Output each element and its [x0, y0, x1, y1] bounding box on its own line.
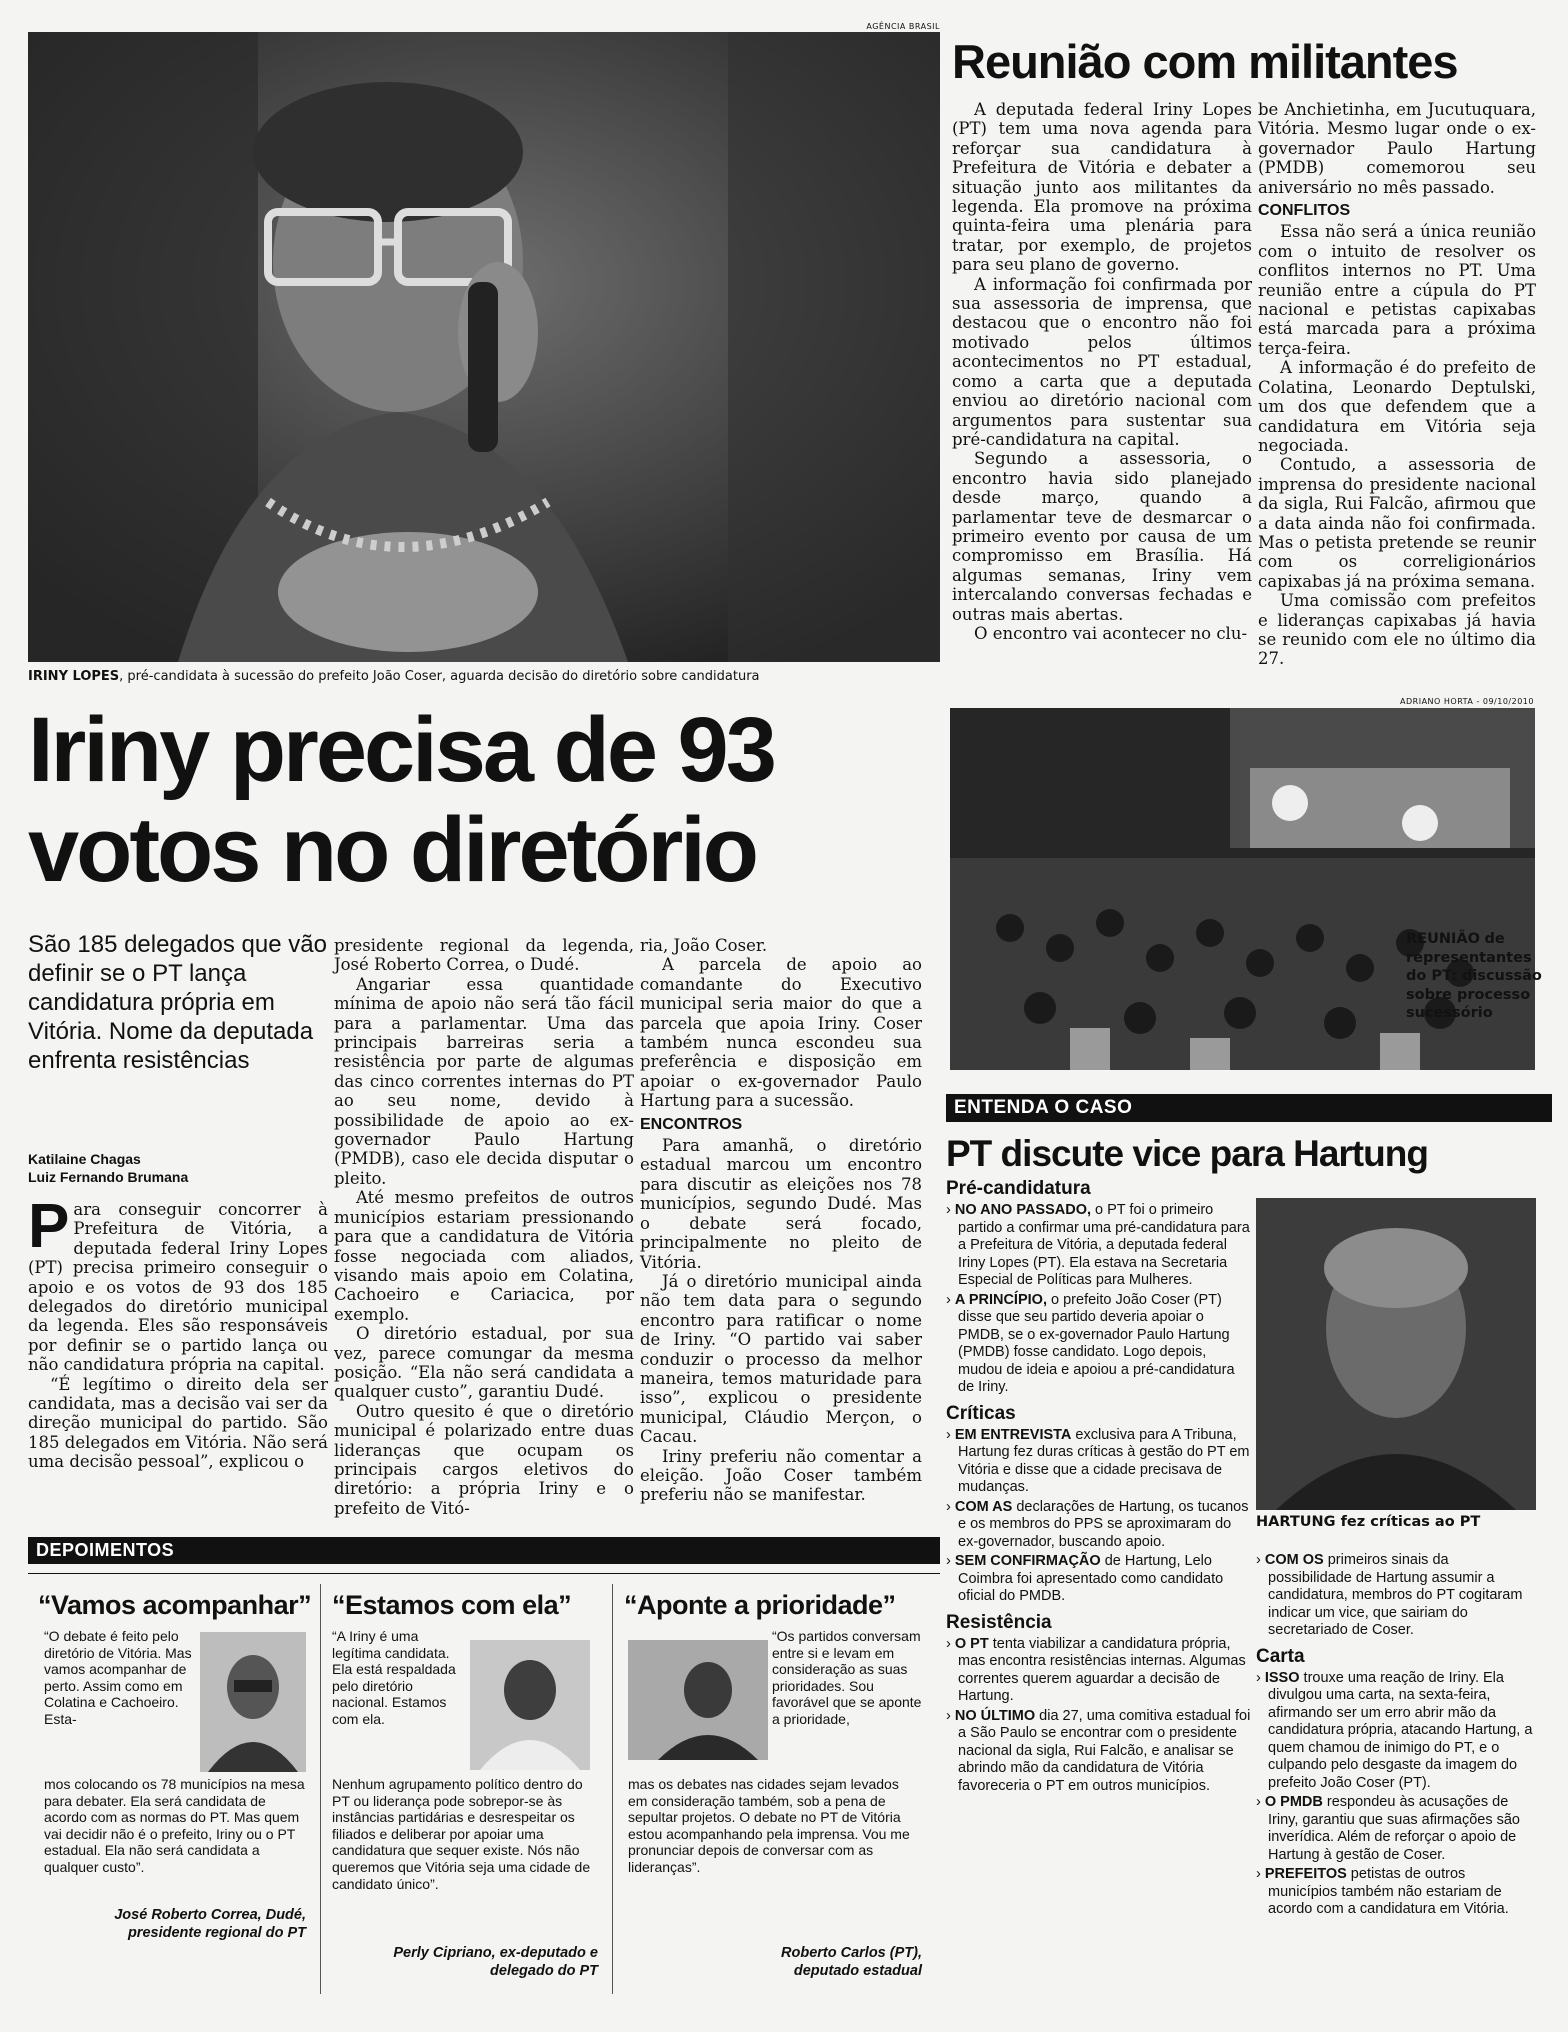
paragraph: Já o diretório municipal ainda não tem data para o segundo encontro para ratificar o nome de Iriny. “O partido vai saber conduzir o processo da melhor maneira, temos maturidade para isso”, explicou o presidente municipal, Cláudio Merçon, o Cacau. — [640, 1271, 922, 1447]
paragraph: A informação é do prefeito de Colatina, Leonardo Deptulski, um dos que defendem que a candidatura em Vitória seja negociada. — [1258, 358, 1536, 455]
photo-caption-meeting — [1406, 930, 1556, 1023]
bullet-lead: COM OS — [1264, 1552, 1324, 1568]
paragraph: Outro quesito é que o diretório municipal é polarizado entre duas lideranças que ocupam os principais cargos eletivos do diretório: a própria Iriny e o prefeito de Vitó- — [334, 1401, 634, 1518]
bullet-text: trouxe uma reação de Iriny. Ela divulgou uma carta, na sexta-feira, afirmando ser um erro abrir mão da candidatura própria, atacando Hartung, a quem chamou de inimigo do PT, e o culpando pelo desgaste da imagem do prefeito João Coser (PT). — [1268, 1669, 1533, 1791]
sidebar-col-1 — [952, 100, 1252, 643]
quote-text-3b: mas os debates nas cidades sejam levados em consideração também, sob a pena de sepultar projetos. O debate no PT de Vitória estou acompanhando pela imprensa. Vou me pronunciar depois de conversar com as lideranças”. — [628, 1776, 910, 1875]
bullet-text: de Hartung, Lelo Coimbra foi apresentado como candidato oficial do PMDB. — [958, 1553, 1224, 1604]
bullet-item: › A PRINCÍPIO, o prefeito João Coser (PT) disse que seu partido deveria apoiar o PMDB, se o ex-governador Paulo Hartung (PMDB) fosse candidato. Logo depois, mudou de ideia e apoiou a pré-candidatura de Iriny. — [946, 1291, 1235, 1395]
headline-line-2: votos no diretório — [28, 799, 756, 901]
bullet-item: › EM ENTREVISTA exclusiva para A Tribuna, Hartung fez duras críticas à gestão do PT em Vitória e disse que a cidade precisava de mudanças. — [946, 1426, 1250, 1495]
caption-lead: HARTUNG — [1256, 1514, 1336, 1530]
bullet-lead: A PRINCÍPIO, — [954, 1291, 1047, 1308]
paragraph: “É legítimo o direito dela ser candidata, mas a decisão vai ser da direção municipal do partido. São 185 delegados em Vitória. Não será uma decisão pessoal”, explicou o — [28, 1374, 328, 1472]
bullet-lead: COM AS — [954, 1498, 1013, 1515]
paragraph: Para amanhã, o diretório estadual marcou um encontro para discutir as eleições nos 78 municípios, segundo Dudé. Mas o debate será focado, principalmente no pleito de Vitória. — [640, 1136, 922, 1272]
entenda-right-column — [1256, 1552, 1536, 1921]
paragraph: Até mesmo prefeitos de outros municípios estariam pressionando para que a candidatura de Vitória fosse negociada com aliados, visando mais apoio em Colatina, Cachoeiro e Cariacica, por exemplo. — [334, 1188, 634, 1324]
quote-signature-2 — [332, 1944, 598, 1980]
sidebar-col-2 — [1258, 100, 1536, 669]
quote-title-2: “Estamos com ela” — [332, 1590, 572, 1620]
bullet-lead: NO ÚLTIMO — [954, 1707, 1036, 1724]
paragraph: ara conseguir concorrer à Prefeitura de Vitória, a deputada federal Iriny Lopes (PT) precisa primeiro conseguir o apoio e os votos de 93 dos 185 delegados do diretório municipal da legenda. Eles são responsáveis por definir se o partido lança ou não candidatura própria na capital. — [28, 1200, 328, 1375]
author-1: Katilaine Chagas — [28, 1151, 141, 1167]
deck: São 185 delegados que vão definir se o PT lança candidatura própria em Vitória. Nome da deputada enfrenta resistências — [28, 931, 327, 1074]
paragraph: Uma comissão com prefeitos e lideranças capixabas já havia se reunido com ele no último dia 27. — [1258, 591, 1536, 669]
bullet-text: o prefeito João Coser (PT) disse que seu partido deveria apoiar o PMDB, se o ex-governador Paulo Hartung (PMDB) fosse candidato. Logo depois, mudou de ideia e apoiou a pré-candidatura de Iriny. — [958, 1291, 1235, 1395]
bullet-item: › SEM CONFIRMAÇÃO de Hartung, Lelo Coimbra foi apresentado como candidato oficial do PMDB. — [946, 1553, 1224, 1604]
main-headline — [28, 700, 928, 900]
bullet-item: › COM AS declarações de Hartung, os tucanos e os membros do PPS se aproximaram do ex-governador, buscando apoio. — [946, 1498, 1249, 1550]
main-col-2 — [334, 936, 634, 1518]
quote-title-3: “Aponte a prioridade” — [624, 1590, 896, 1620]
bullet-lead: EM ENTREVISTA — [954, 1426, 1072, 1443]
quote-text-3a: “Os partidos conversam entre si e levam em consideração as suas prioridades. Sou favorável que se aponte a prioridade, — [772, 1628, 922, 1727]
sig-line: deputado estadual — [793, 1963, 922, 1979]
perly-portrait — [470, 1640, 590, 1770]
quote-title-1: “Vamos acompanhar” — [38, 1590, 312, 1620]
main-col-3 — [640, 936, 922, 1505]
entenda-left-column — [946, 1178, 1252, 1797]
caption-rest: fez críticas ao PT — [1335, 1514, 1481, 1530]
quote-signature-1 — [44, 1906, 306, 1942]
paragraph: A deputada federal Iriny Lopes (PT) tem uma nova agenda para reforçar sua candidatura à Prefeitura de Vitória e debater a situação junto aos militantes da legenda. Ela promove na próxima quinta-feira uma plenária para tratar, por exemplo, de projetos para seu plano de governo. — [952, 100, 1252, 275]
bullet-text: o PT foi o primeiro partido a confirmar uma pré-candidatura para a Prefeitura de Vitória, a deputada federal Iriny Lopes (PT). Ela estava na Secretaria Especial de Políticas para Mulheres. — [958, 1202, 1250, 1288]
paragraph: Angariar essa quantidade mínima de apoio não será tão fácil para a parlamentar. Uma das principais barreiras seria a resistência por parte de algumas das cinco correntes internas do PT ao seu nome, devido à possibilidade de apoio ao ex-governador Paulo Hartung (PMDB), caso ele decida disputar o pleito. — [334, 974, 634, 1188]
roberto-carlos-portrait — [628, 1640, 768, 1760]
dude-portrait — [200, 1632, 306, 1772]
bullet-text: tenta viabilizar a candidatura própria, mas encontra resistências internas. Algumas correntes querem aguardar a decisão de Hartung. — [958, 1635, 1246, 1704]
sig-line: presidente regional do PT — [127, 1925, 306, 1941]
hartung-portrait — [1256, 1198, 1536, 1510]
photo-credit-meeting: ADRIANO HORTA - 09/10/2010 — [1400, 697, 1534, 706]
quote-text-2b: Nenhum agrupamento político dentro do PT ou liderança pode sobrepor-se às instâncias partidárias e desrespeitar os filiados e deliberar por apoiar uma candidatura que sequer existe. Nós não queremos que Vitória seja uma cidade de candidato único”. — [332, 1776, 591, 1892]
section-heading: Resistência — [946, 1611, 1052, 1633]
entenda-title: PT discute vice para Hartung — [946, 1133, 1428, 1174]
bullet-item: › PREFEITOS petistas de outros municípios também não estariam de acordo com a candidatura em Vitória. — [1256, 1866, 1509, 1917]
bullet-item: › O PT tenta viabilizar a candidatura própria, mas encontra resistências internas. Algumas correntes querem aguardar a decisão de Hartung. — [946, 1635, 1246, 1704]
bullet-item: › COM OS primeiros sinais da possibilidade de Hartung assumir a candidatura, membros do PT cogitaram indicar um vice, que sairiam do secretariado de Coser. — [1256, 1552, 1523, 1638]
bullet-text: declarações de Hartung, os tucanos e os membros do PPS se aproximaram do ex-governador, buscando apoio. — [958, 1498, 1249, 1550]
byline — [28, 1150, 328, 1186]
author-2: Luiz Fernando Brumana — [28, 1169, 189, 1185]
caption-rest: de representantes do PT: discussão sobre processo sucessório — [1406, 931, 1542, 1021]
photo-iriny-lopes — [28, 32, 940, 662]
bullet-text: respondeu às acusações de Iriny, garantiu que suas afirmações são inverídica. Além de reforçar o apoio de Hartung à gestão de Coser. — [1268, 1794, 1521, 1863]
caption-lead: REUNIÃO — [1406, 931, 1480, 947]
depoimentos-bar: DEPOIMENTOS — [28, 1537, 940, 1564]
quote-text-1b: mos colocando os 78 municípios na mesa para debater. Ela será candidata de acordo com as normas do PT. Mas quem vai decidir não é o prefeito, Iriny ou o PT estadual. Ela não será candidata a qualquer custo”. — [44, 1776, 305, 1875]
bullet-item: › NO ÚLTIMO dia 27, uma comitiva estadual foi a São Paulo se encontrar com o presidente nacional da sigla, Rui Falcão, e analisar se abrindo mão da candidatura de Vitória favoreceria o PT em outros municípios. — [946, 1707, 1251, 1794]
bullet-lead: NO ANO PASSADO, — [954, 1202, 1092, 1218]
bullet-lead: O PMDB — [1264, 1794, 1323, 1810]
quote-signature-3 — [628, 1944, 922, 1980]
bullet-lead: ISSO — [1264, 1669, 1300, 1686]
paragraph: ria, João Coser. — [640, 936, 768, 955]
divider — [320, 1584, 321, 1994]
paragraph: A parcela de apoio ao comandante do Executivo municipal seria maior do que a parcela que apoia Iriny. Coser também nunca escondeu sua preferência e disposição em apoiar o ex-governador Paulo Hartung para a sucessão. — [640, 955, 922, 1111]
sidebar-title: Reunião com militantes — [952, 35, 1458, 88]
quote-text-2a: “A Iriny é uma legítima candidata. Ela está respaldada pelo diretório nacional. Estamos com ela. — [332, 1628, 456, 1727]
paragraph: Contudo, a assessoria de imprensa do presidente nacional da sigla, Rui Falcão, afirmou que a data ainda não foi confirmada. Mas o petista pretende se reunir com os correligionários capixabas já na próxima semana. — [1258, 455, 1536, 591]
section-heading: Pré-candidatura — [946, 1178, 1091, 1199]
entenda-bar: ENTENDA O CASO — [946, 1094, 1552, 1122]
bullet-text: primeiros sinais da possibilidade de Hartung assumir a candidatura, membros do PT cogitaram indicar um vice, que sairiam do secretariado de Coser. — [1268, 1552, 1523, 1638]
caption-name: IRINY LOPES — [28, 669, 120, 684]
bullet-item: › O PMDB respondeu às acusações de Iriny, garantiu que suas afirmações são inverídica. Além de reforçar o apoio de Hartung à gestão de Coser. — [1256, 1794, 1521, 1863]
paragraph: presidente regional da legenda, José Roberto Correa, o Dudé. — [334, 936, 634, 975]
photo-hartung — [1256, 1198, 1536, 1510]
divider — [28, 1573, 940, 1574]
iriny-portrait-image — [28, 32, 940, 662]
bullet-item: › ISSO trouxe uma reação de Iriny. Ela divulgou uma carta, na sexta-feira, afirmando ser um erro abrir mão da candidatura própria, atacando Hartung, a quem chamou de inimigo do PT, e o culpando pelo desgaste da imagem do prefeito João Coser (PT). — [1256, 1669, 1533, 1791]
paragraph: be Anchietinha, em Jucutuquara, Vitória. Mesmo lugar onde o ex-governador Paulo Hartung (PMDB) comemorou seu aniversário no mês passado. — [1258, 100, 1536, 197]
paragraph: O diretório estadual, por sua vez, parece comungar da mesma posição. “Ela não será candidata a qualquer custo”, garantiu Dudé. — [334, 1324, 634, 1402]
photo-caption-hartung — [1256, 1514, 1536, 1531]
photo-perly — [470, 1640, 590, 1770]
section-heading: Críticas — [946, 1402, 1016, 1424]
sig-line: José Roberto Correa, Dudé, — [114, 1907, 306, 1923]
bullet-item: › NO ANO PASSADO, o PT foi o primeiro partido a confirmar uma pré-candidatura para a Prefeitura de Vitória, a deputada federal Iriny Lopes (PT). Ela estava na Secretaria Especial de Políticas para Mulheres. — [946, 1202, 1250, 1288]
bullet-text: exclusiva para A Tribuna, Hartung fez duras críticas à gestão do PT em Vitória e disse que a cidade precisava de mudanças. — [958, 1426, 1250, 1495]
paragraph: Essa não será a única reunião com o intuito de resolver os conflitos internos no PT. Uma reunião entre a cúpula do PT nacional e petistas capixabas está marcada para a próxima terça-feira. — [1258, 222, 1536, 358]
caption-text: , pré-candidata à sucessão do prefeito João Coser, aguarda decisão do diretório sobre candidatura — [119, 669, 760, 684]
bullet-lead: PREFEITOS — [1264, 1866, 1347, 1882]
divider — [612, 1584, 613, 1994]
paragraph: Segundo a assessoria, o encontro havia sido planejado desde março, quando a parlamentar teve de desmarcar o primeiro evento por causa de um compromisso em Brasília. Há algumas semanas, Iriny vem intercalando conversas fechadas e outras mais abertas. — [952, 449, 1252, 624]
section-heading: Carta — [1256, 1645, 1305, 1667]
bullet-text: petistas de outros municípios também não estariam de acordo com a candidatura em Vitória. — [1268, 1866, 1509, 1917]
headline-line-1: Iriny precisa de 93 — [28, 699, 774, 801]
main-col-1 — [28, 1192, 328, 1472]
bullet-text: dia 27, uma comitiva estadual foi a São Paulo se encontrar com o presidente nacional da sigla, Rui Falcão, e analisar se abrindo mão da candidatura de Vitória favoreceria o PT em outros municípios. — [958, 1707, 1251, 1794]
paragraph: A informação foi confirmada por sua assessoria de imprensa, que destacou que o encontro não foi motivado pelos últimos acontecimentos no PT estadual, como a carta que a deputada enviou ao diretório nacional com argumentos para sustentar sua pré-candidatura na capital. — [952, 274, 1252, 449]
quote-text-1a: “O debate é feito pelo diretório de Vitória. Mas vamos acompanhar de perto. Assim como em Colatina e Cachoeiro. Esta- — [44, 1628, 192, 1727]
paragraph: Iriny preferiu não comentar a eleição. João Coser também preferiu não se manifestar. — [640, 1446, 922, 1505]
paragraph: O encontro vai acontecer no clu- — [974, 623, 1248, 643]
subhead-encontros: ENCONTROS — [640, 1115, 743, 1133]
drop-cap: P — [28, 1192, 70, 1261]
photo-credit-top: AGÊNCIA BRASIL — [866, 22, 940, 31]
photo-dude — [200, 1632, 306, 1772]
sig-line: delegado do PT — [490, 1963, 598, 1979]
photo-caption-top — [28, 668, 948, 685]
subhead-conflitos: CONFLITOS — [1258, 202, 1351, 220]
sig-line: Roberto Carlos (PT), — [781, 1945, 922, 1961]
bullet-lead: SEM CONFIRMAÇÃO — [954, 1553, 1101, 1569]
sig-line: Perly Cipriano, ex-deputado e — [393, 1945, 598, 1961]
bullet-lead: O PT — [954, 1635, 989, 1652]
photo-roberto-carlos — [628, 1640, 768, 1760]
